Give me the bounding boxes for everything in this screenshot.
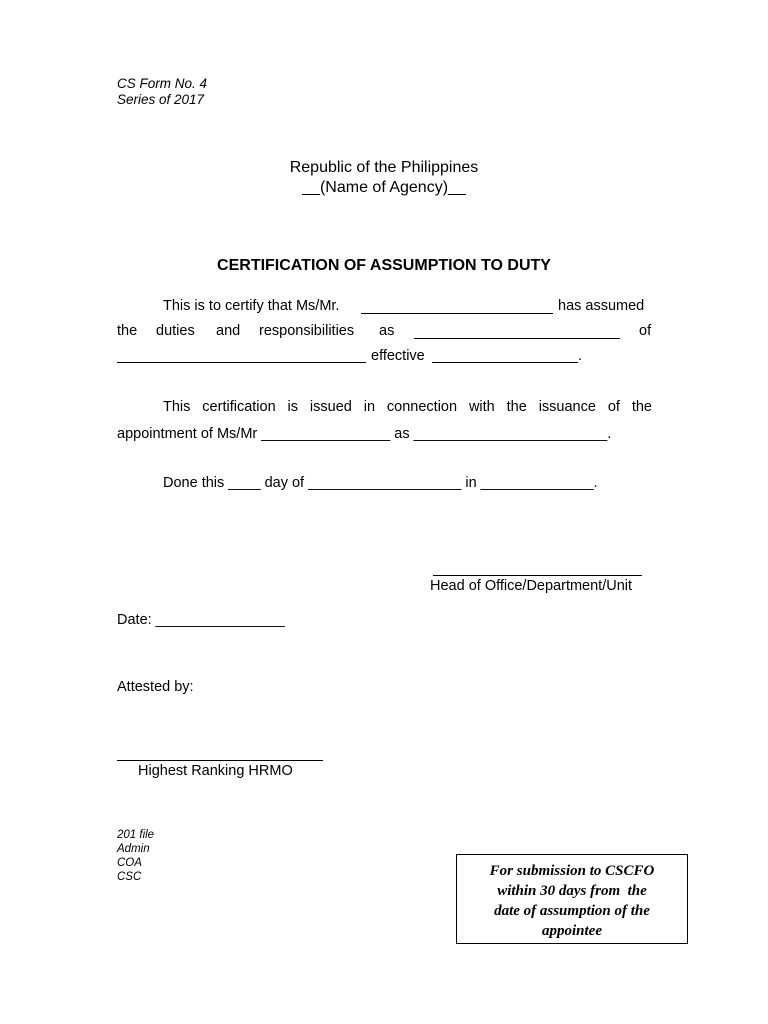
done-this-line: Done this ____ day of ___________________ in ______________. [163,475,598,491]
form-number: CS Form No. 4 [117,76,208,91]
submission-note-line: appointee [542,923,602,939]
hrmo-label: Highest Ranking HRMO [138,763,293,779]
head-signature-line[interactable] [433,575,642,576]
position-blank[interactable] [414,338,620,339]
hrmo-signature-line[interactable] [117,760,323,761]
p1-line1-lead: This is to certify that Ms/Mr. [163,298,340,314]
appointee-name-blank[interactable] [361,313,553,314]
submission-note-box [456,854,688,944]
distribution-item: CSC [117,871,142,883]
p1-word-and: and [216,323,241,339]
form-number-block [117,76,207,108]
agency-name-field: __(Name of Agency)__ [302,179,466,196]
distribution-item: Admin [117,843,150,855]
p1-period: . [578,348,583,364]
form-series: Series of 2017 [117,92,205,107]
submission-note-line: within 30 days from the [497,883,647,899]
submission-note-line: date of assumption of the [494,903,650,919]
p1-word-responsibilities: responsibilities [259,323,355,339]
p1-word-as: as [379,323,395,339]
distribution-list [117,828,154,884]
p1-line1-tail: has assumed [558,298,645,314]
p2-line1: This certification is issued in connection with the issuance of the [163,399,652,415]
p2-line2: appointment of Ms/Mr ________________ as ________________________. [117,426,612,442]
submission-note-line: For submission to CSCFO [489,863,655,879]
distribution-item: 201 file [117,829,155,841]
republic-heading: Republic of the Philippines [289,159,479,176]
attested-by-label: Attested by: [117,679,194,695]
office-blank[interactable] [117,362,366,363]
effective-date-blank[interactable] [432,362,578,363]
certificate-title: CERTIFICATION OF ASSUMPTION TO DUTY [217,257,551,274]
p1-word-effective: effective [371,348,425,364]
p1-word-of: of [639,323,652,339]
head-of-office-label: Head of Office/Department/Unit [430,578,633,594]
date-field: Date: ________________ [117,612,285,628]
p1-word-the: the [117,323,138,339]
p1-word-duties: duties [156,323,195,339]
distribution-item: COA [117,857,142,869]
